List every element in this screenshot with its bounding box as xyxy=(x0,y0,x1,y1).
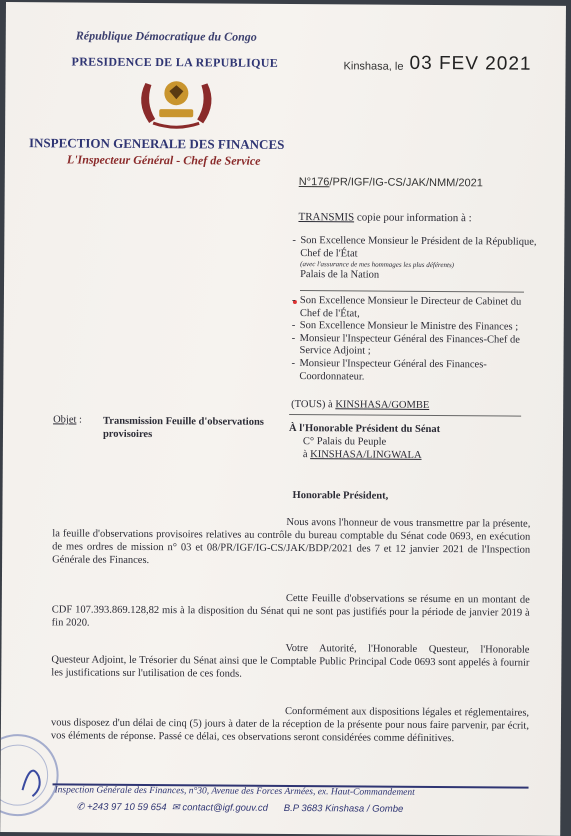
paragraph-text: Nous avons l'honneur de vous transmettre par la présente, la feuille d'observations provisoires relatives au contrôle du bureau comptable du Sénat code 0693, en exécution de mes ordres de mission n° 03 et 08/PR/IGF/IG-CS/JAK/BDP/2021 des 7 et 12 janvier 2021 de l'Inspection Générale des Finances. xyxy=(52,516,531,567)
reference-prefix: N° xyxy=(298,176,312,189)
body-paragraph xyxy=(51,640,529,682)
objet-label xyxy=(53,414,82,425)
recipient-place: Palais de la Nation xyxy=(300,269,380,281)
addressee-line1: À l'Honorable Président du Sénat xyxy=(288,422,441,436)
body-paragraph xyxy=(52,514,530,569)
recipient-item: - Son Excellence Monsieur le Président de la République, Chef de l'État xyxy=(292,235,540,262)
footer-phone: +243 97 10 59 654 xyxy=(86,801,167,814)
official-seal-stamp xyxy=(0,730,63,821)
paragraph-text: Conformément aux dispositions légales et réglementaires, vous disposez d'un délai de cinq (5) jours à dater de la réception de la présente pour nous faire parvenir, par écrit, vos éléments de réponse. Passé ce délai, ces observations seront considérées comme définitives. xyxy=(50,705,530,745)
reference-code: /PR/IGF/IG-CS/JAK/NMM/2021 xyxy=(329,176,483,190)
recipient-item: - Son Excellence Monsieur le Directeur de Cabinet du Chef de l'État, xyxy=(292,295,540,322)
footer-po: B.P 3683 Kinshasa / Gombe xyxy=(283,802,404,815)
divider xyxy=(289,414,521,417)
recipient-item: - Monsieur l'Inspecteur Général des Finances-Coordonnateur. xyxy=(291,358,539,385)
footer-contacts xyxy=(76,802,403,815)
footer-address: Inspection Générale des Finances, n°30, Avenue des Forces Armées, ex. Haut-Commandement xyxy=(54,785,415,798)
email-icon: ✉ xyxy=(171,802,180,814)
divider xyxy=(300,290,524,293)
recipient-item: - Son Excellence Monsieur le Ministre des Finances ; xyxy=(292,320,540,334)
presidency-heading: PRESIDENCE DE LA REPUBLIQUE xyxy=(71,54,279,70)
transmis-line xyxy=(298,211,471,224)
tous-place: KINSHASA/GOMBE xyxy=(335,399,430,411)
recipients-secondary xyxy=(291,295,540,385)
institution-subtitle: L'Inspecteur Général - Chef de Service xyxy=(66,152,261,168)
objet-sep: : xyxy=(76,414,82,426)
addressee-line2: C° Palais du Peuple xyxy=(302,436,387,448)
transmis-label: TRANSMIS xyxy=(298,211,355,224)
reference-handwritten-number: 176 xyxy=(311,176,330,189)
transmis-rest: copie pour information à : xyxy=(354,211,472,225)
paragraph-text: Cette Feuille d'observations se résume en un montant de CDF 107.393.869.128,82 mis à la disposition du Sénat qui ne sont pas justifiés pour la période de janvier 2019 à fin 2020. xyxy=(51,592,530,629)
date-stamp: 03 FEV 2021 xyxy=(409,52,532,75)
tous-line xyxy=(291,399,429,411)
date-label: Kinshasa, le xyxy=(343,60,404,73)
objet-text: Transmission Feuille d'observations provisoires xyxy=(102,415,264,441)
recipient-item: - Monsieur l'Inspecteur Général des Finances-Chef de Service Adjoint ; xyxy=(292,333,540,360)
recipient-note: (avec l'assurance de mes hommages les plus déférents) xyxy=(300,260,455,270)
addressee-block xyxy=(289,422,440,462)
recipients-primary xyxy=(292,235,540,284)
body-paragraph xyxy=(52,590,530,632)
body-paragraph xyxy=(51,703,529,745)
greeting: Honorable Président, xyxy=(292,490,389,502)
footer-email: contact@igf.gouv.cd xyxy=(182,802,268,814)
phone-icon: ✆ xyxy=(76,801,85,813)
addressee-line3-prefix: à xyxy=(302,449,311,461)
objet-label-text: Objet xyxy=(53,414,77,426)
tous-prefix: (TOUS) à xyxy=(291,399,336,411)
reference-number xyxy=(299,176,483,189)
paragraph-text: Votre Autorité, l'Honorable Questeur, l'Honorable Questeur Adjoint, le Trésorier du Sénat ainsi que le Comptable Public Principal Code 0693 sont appelés à fournir les justifications sur l'utilisation de ces fonds. xyxy=(51,642,530,680)
republic-heading: République Démocratique du Congo xyxy=(75,28,257,44)
addressee-line3-place: KINSHASA/LINGWALA xyxy=(310,449,422,461)
coat-of-arms-icon xyxy=(131,73,221,132)
institution-heading: INSPECTION GENERALE DES FINANCES xyxy=(28,135,285,152)
letter-page xyxy=(0,2,566,836)
